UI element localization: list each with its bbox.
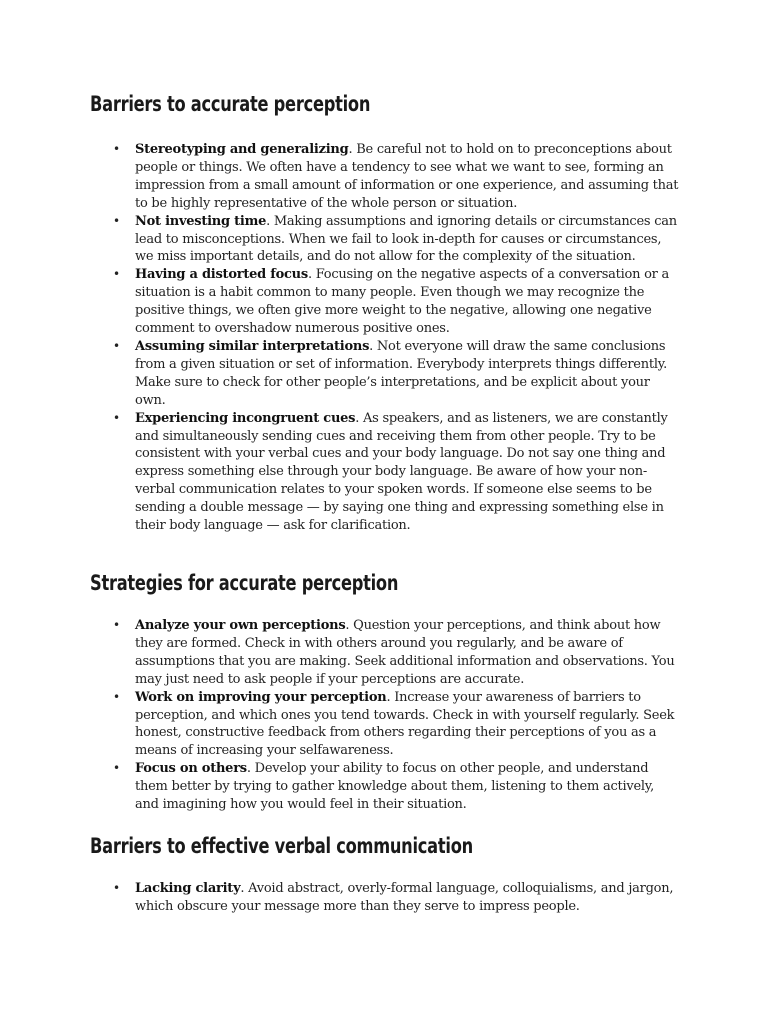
section-heading: Barriers to effective verbal communication xyxy=(90,834,473,858)
bullet-icon: • xyxy=(113,338,120,353)
list-item xyxy=(113,266,680,338)
item-term: Stereotyping and generalizing xyxy=(135,142,349,157)
bullet-icon: • xyxy=(113,267,120,282)
bullet-list xyxy=(113,880,680,916)
bullet-icon: • xyxy=(113,761,120,776)
item-term: Not investing time xyxy=(135,213,267,229)
bullet-icon: • xyxy=(113,689,120,704)
section-barriers-perception xyxy=(90,92,690,116)
item-description: . Question your perceptions, and think about how they are formed. Check in with others around you regularly, and be aware of assumptions that you are making. Seek additional information and observations. You may just need to ask people if your perceptions are accurate. xyxy=(135,618,675,687)
bullet-list xyxy=(113,141,680,535)
item-description: . Not everyone will draw the same conclusions from a given situation or set of information. Everybody interprets things differently. Make sure to check for other people’s interpretations, and be explicit about your own. xyxy=(135,338,667,408)
item-description: . Avoid abstract, overly-formal language, colloquialisms, and jargon, which obscure your message more than they serve to impress people. xyxy=(135,881,674,914)
list-item xyxy=(113,880,680,916)
bullet-icon: • xyxy=(113,410,120,425)
item-term: Analyze your own perceptions xyxy=(135,618,346,633)
bullet-icon: • xyxy=(113,618,120,632)
item-description: . Develop your ability to focus on other people, and understand them better by trying to gather knowledge about them, listening to them actively, and imagining how you would feel in their situation. xyxy=(135,761,655,813)
item-description: . As speakers, and as listeners, we are constantly and simultaneously sending cues and receiving them from other people. Try to be consistent with your verbal cues and your body language. Do not say one thing and express something else through your body language. Be aware of how your non-verbal communication relates to your spoken words. If someone else seems to be sending a double message — by saying one thing and expressing something else in their body language — ask for clarification. xyxy=(135,410,668,534)
item-description: . Focusing on the negative aspects of a conversation or a situation is a habit common to many people. Even though we may recognize the positive things, we often give more weight to the negative, allowing one negative comment to overshadow numerous positive ones. xyxy=(135,267,670,337)
list-item xyxy=(113,760,680,814)
item-description: . Increase your awareness of barriers to perception, and which ones you tend towards. Check in with yourself regularly. Seek honest, constructive feedback from others regarding their perceptions of you as a means of increasing your selfawareness. xyxy=(135,689,675,759)
bullet-icon: • xyxy=(113,142,120,156)
item-term: Assuming similar interpretations xyxy=(135,338,370,354)
bullet-icon: • xyxy=(113,213,120,228)
list-item xyxy=(113,617,680,689)
item-term: Experiencing incongruent cues xyxy=(135,410,356,426)
section-barriers-verbal xyxy=(90,834,690,858)
item-term: Focus on others xyxy=(135,761,247,777)
section-heading: Strategies for accurate perception xyxy=(90,571,399,595)
list-item xyxy=(113,338,680,410)
item-term: Having a distorted focus xyxy=(135,267,308,283)
section-heading: Barriers to accurate perception xyxy=(90,92,371,116)
list-item xyxy=(113,213,680,267)
bullet-icon: • xyxy=(113,881,120,895)
item-description: . Making assumptions and ignoring details or circumstances can lead to misconceptions. When we fail to look in-depth for causes or circumstances, we miss important details, and do not allow for the complexity of the situation. xyxy=(135,213,677,265)
section-strategies-perception xyxy=(90,571,690,595)
list-item xyxy=(113,141,680,213)
item-description: . Be careful not to hold on to preconceptions about people or things. We often have a tendency to see what we want to see, forming an impression from a small amount of information or one experience, and assuming that to be highly representative of the whole person or situation. xyxy=(135,142,679,211)
item-term: Lacking clarity xyxy=(135,881,241,896)
item-term: Work on improving your perception xyxy=(135,689,387,705)
list-item xyxy=(113,410,680,535)
bullet-list xyxy=(113,617,680,814)
list-item xyxy=(113,689,680,761)
